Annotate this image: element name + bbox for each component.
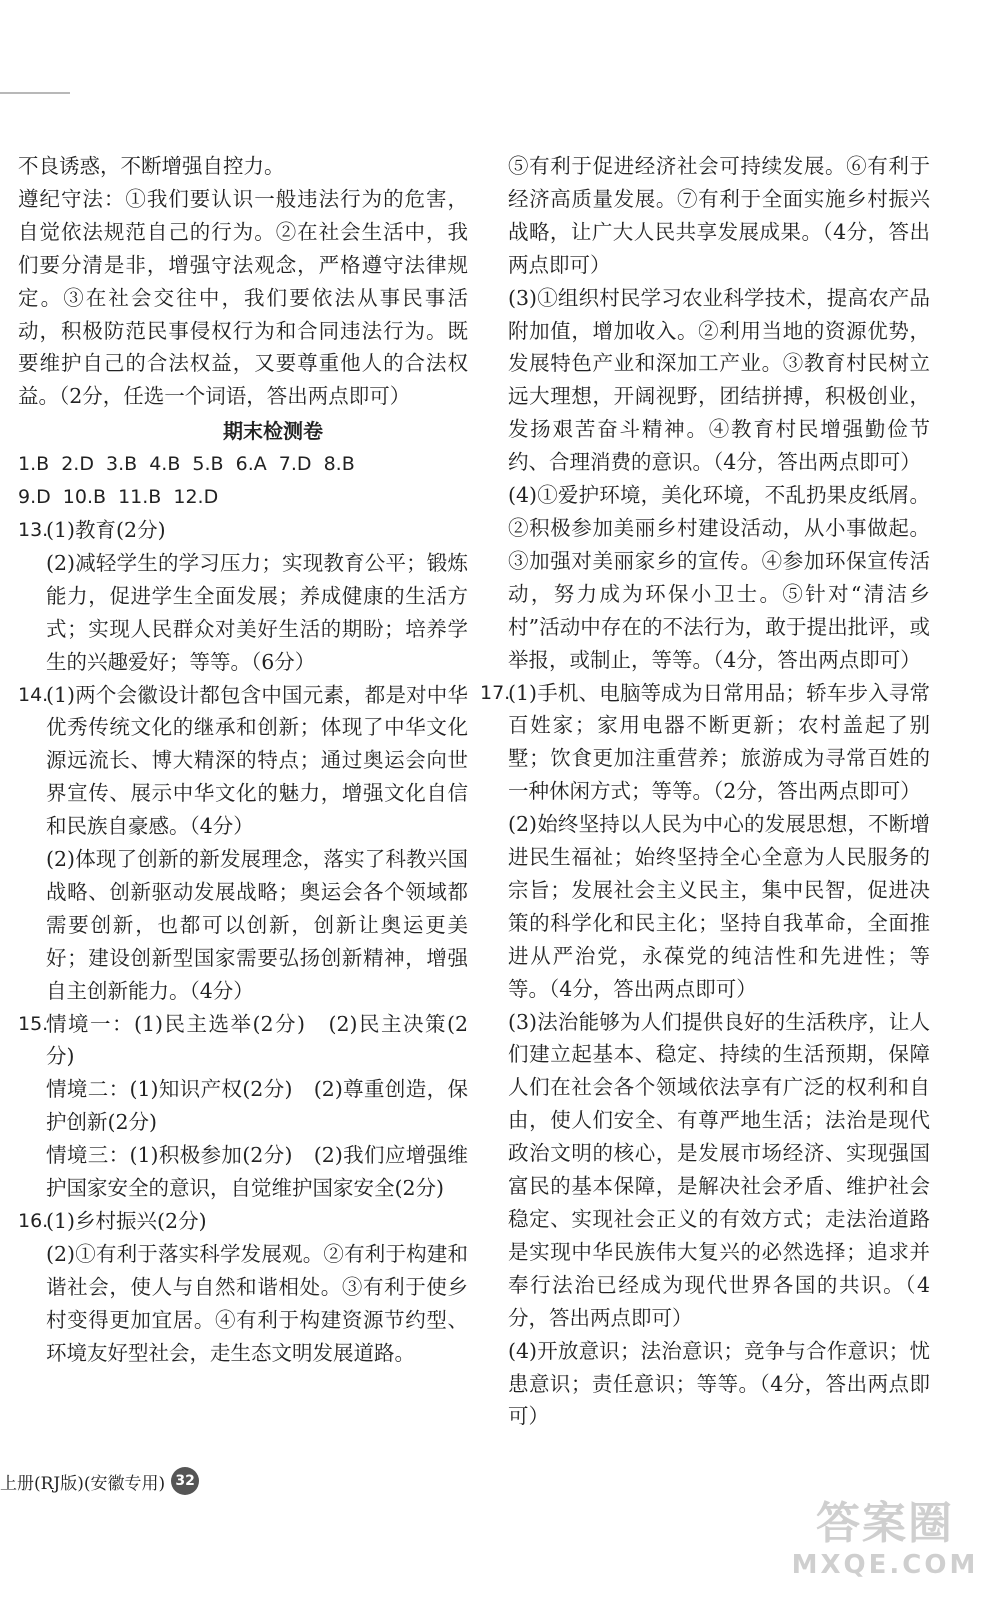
intro-line-1: 不良诱惑，不断增强自控力。	[18, 154, 285, 178]
question-13	[18, 514, 468, 679]
answer-part: (1)两个会徽设计都包含中国元素，都是对中华优秀传统文化的继承和创新；体现了中华文化源远流长、博大精深的特点；通过奥运会向世界宣传、展示中华文化的魅力，增强文化自信和民族自豪感。（4分）	[46, 682, 468, 839]
site-watermark	[790, 1498, 980, 1588]
right-column	[480, 150, 930, 1433]
answer-part: (2)始终坚持以人民为中心的发展思想，不断增进民生福祉；始终坚持全心全意为人民服务的宗旨；发展社会主义民主，集中民智，促进决策的科学化和民主化；坚持自我革命，全面推进从严治党，永葆党的纯洁性和先进性；等等。（4分，答出两点即可）	[508, 812, 930, 1001]
watermark-domain: MXQE.COM	[791, 1550, 979, 1580]
answer-part: 情境一：(1)民主选举(2分) (2)民主决策(2分)	[46, 1011, 468, 1069]
question-17	[480, 677, 930, 1434]
answer-part: (4)开放意识；法治意识；竞争与合作意识；忧患意识；责任意识；等等。（4分，答出两点即可）	[508, 1338, 930, 1429]
question-14	[18, 679, 468, 1008]
question-16	[18, 1205, 468, 1370]
question-16-continued	[480, 150, 930, 677]
answer-part: (1)教育(2分)	[46, 517, 166, 542]
watermark-logo-text: 答案圈	[816, 1498, 954, 1549]
section-title: 期末检测卷	[223, 419, 323, 444]
answer-part: ⑤有利于促进经济社会可持续发展。⑥有利于经济高质量发展。⑦有利于全面实施乡村振兴战略，让广大人民共享发展成果。（4分，答出两点即可）	[508, 154, 930, 277]
question-number: 14.	[18, 683, 49, 706]
question-number: 15.	[18, 1012, 49, 1035]
answer-part: (1)乡村振兴(2分)	[46, 1209, 207, 1233]
answer-part: (2)减轻学生的学习压力；实现教育公平；锻炼能力，促进学生全面发展；养成健康的生活方式；实现人民群众对美好生活的期盼；培养学生的兴趣爱好；等等。（6分）	[46, 550, 468, 674]
intro-block	[18, 150, 468, 413]
answer-part: 情境三：(1)积极参加(2分) (2)我们应增强维护国家安全的意识，自觉维护国家安全(2分)	[46, 1143, 468, 1201]
question-number: 13.	[18, 518, 49, 541]
answer-part: (2)体现了创新的新发展理念，落实了科教兴国战略、创新驱动发展战略；奥运会各个领域都需要创新，也都可以创新，创新让奥运更美好；建设创新型国家需要弘扬创新精神，增强自主创新能力。（4分）	[46, 847, 468, 1003]
top-rule	[0, 92, 70, 94]
answer-part: (1)手机、电脑等成为日常用品；轿车步入寻常百姓家；家用电器不断更新；农村盖起了别墅；饮食更加注重营养；旅游成为寻常百姓的一种休闲方式；等等。（2分，答出两点即可）	[508, 680, 930, 804]
answer-part: (3)法治能够为人们提供良好的生活秩序，让人们建立起基本、稳定、持续的生活预期，保障人们在社会各个领域依法享有广泛的权利和自由，使人们安全、有尊严地生活；法治是现代政治文明的核心，是发展市场经济、实现强国富民的基本保障，是解决社会矛盾、维护社会稳定、实现社会正义的有效方式；走法治道路是实现中华民族伟大复兴的必然选择；追求并奉行法治已经成为现代世界各国的共识。（4分，答出两点即可）	[508, 1009, 930, 1330]
answer-part: (2)①有利于落实科学发展观。②有利于构建和谐社会，使人与自然和谐相处。③有利于使乡村变得更加宜居。④有利于构建资源节约型、环境友好型社会，走生态文明发展道路。	[46, 1241, 468, 1365]
answer-part: (4)①爱护环境，美化环境，不乱扔果皮纸屑。②积极参加美丽乡村建设活动，从小事做起。③加强对美丽家乡的宣传。④参加环保宣传活动，努力成为环保小卫士。⑤针对“清洁乡村”活动中存在的不法行为，敢于提出批评，或举报，或制止，等等。（4分，答出两点即可）	[508, 483, 930, 672]
page-number-badge: 32	[171, 1467, 199, 1495]
left-column	[18, 150, 468, 1370]
answer-part: (3)①组织村民学习农业科学技术，提高农产品附加值，增加收入。②利用当地的资源优势，发展特色产业和深加工产业。③教育村民树立远大理想，开阔视野，团结拼搏，积极创业，发扬艰苦奋斗精神。④教育村民增强勤俭节约、合理消费的意识。（4分，答出两点即可）	[508, 285, 930, 475]
question-number: 16.	[18, 1210, 49, 1232]
answer-part: 情境二：(1)知识产权(2分) (2)尊重创造，保护创新(2分)	[46, 1077, 468, 1135]
mc-answers-row-2: 9.D 10.B 11.B 12.D	[18, 486, 219, 509]
intro-paragraph-law: 遵纪守法：①我们要认识一般违法行为的危害，自觉依法规范自己的行为。②在社会生活中，我们要分清是非，增强守法观念，严格遵守法律规定。③在社会交往中，我们要依法从事民事活动，积极防范民事侵权行为和合同违法行为。既要维护自己的合法权益，又要尊重他人的合法权益。（2分，任选一个词语，答出两点即可）	[18, 186, 468, 409]
question-15	[18, 1008, 468, 1205]
question-number: 17.	[480, 681, 511, 704]
page-footer	[0, 1467, 199, 1495]
mc-answers-row-1: 1.B 2.D 3.B 4.B 5.B 6.A 7.D 8.B	[18, 453, 355, 476]
footer-text: 上册(RJ版)(安徽专用)	[0, 1473, 166, 1494]
